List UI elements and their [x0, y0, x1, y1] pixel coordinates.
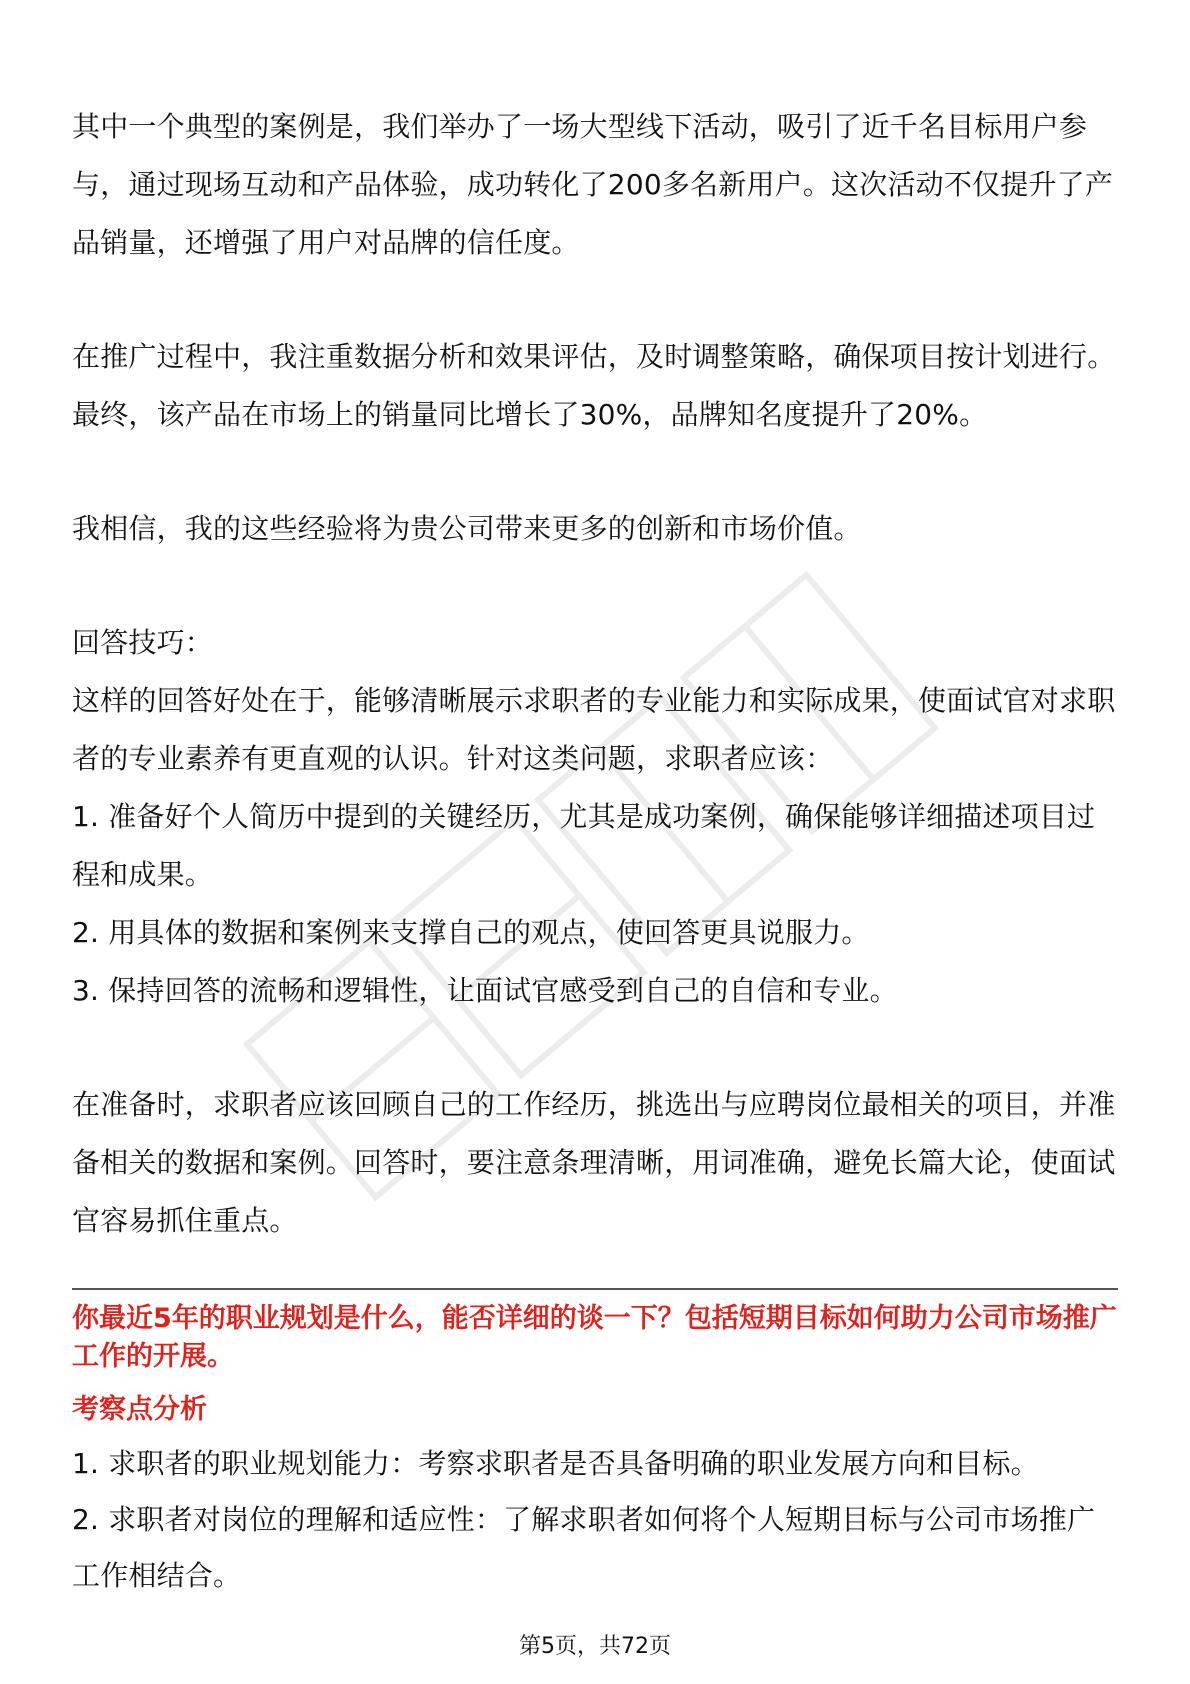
section-divider — [72, 1288, 1118, 1290]
page-number: 第5页，共72页 — [519, 1634, 671, 1659]
tips-intro: 这样的回答好处在于，能够清晰展示求职者的专业能力和实际成果，使面试官对求职者的专业素养有更直观的认识。针对这类问题，求职者应该： — [72, 684, 1116, 775]
analysis-title: 考察点分析 — [72, 1394, 207, 1425]
analysis-point: 1. 求职者的职业规划能力：考察求职者是否具备明确的职业发展方向和目标。 — [72, 1447, 1039, 1480]
tip-item: 1. 准备好个人简历中提到的关键经历，尤其是成功案例，确保能够详细描述项目过程和成果。 — [72, 800, 1096, 891]
paragraph-closing-statement: 我相信，我的这些经验将为贵公司带来更多的创新和市场价值。 — [72, 512, 862, 545]
analysis-points — [72, 1436, 1118, 1604]
document-body — [72, 98, 1118, 1250]
tip-item: 2. 用具体的数据和案例来支撑自己的观点，使回答更具说服力。 — [72, 916, 870, 949]
paragraph-case-example: 其中一个典型的案例是，我们举办了一场大型线下活动，吸引了近千名目标用户参与，通过现场互动和产品体验，成功转化了200多名新用户。这次活动不仅提升了产品销量，还增强了用户对品牌的信任度。 — [72, 110, 1114, 259]
tips-heading: 回答技巧： — [72, 626, 214, 659]
paragraph-preparation-advice: 在准备时，求职者应该回顾自己的工作经历，挑选出与应聘岗位最相关的项目，并准备相关的数据和案例。回答时，要注意条理清晰，用词准确，避免长篇大论，使面试官容易抓住重点。 — [72, 1088, 1116, 1237]
interview-question: 你最近5年的职业规划是什么，能否详细的谈一下？包括短期目标如何助力公司市场推广工作的开展。 — [72, 1303, 1117, 1372]
analysis-point: 2. 求职者对岗位的理解和适应性：了解求职者如何将个人短期目标与公司市场推广工作相结合。 — [72, 1503, 1096, 1592]
paragraph-promotion-results: 在推广过程中，我注重数据分析和效果评估，及时调整策略，确保项目按计划进行。最终，该产品在市场上的销量同比增长了30%，品牌知名度提升了20%。 — [72, 340, 1116, 431]
tip-item: 3. 保持回答的流畅和逻辑性，让面试官感受到自己的自信和专业。 — [72, 974, 898, 1007]
